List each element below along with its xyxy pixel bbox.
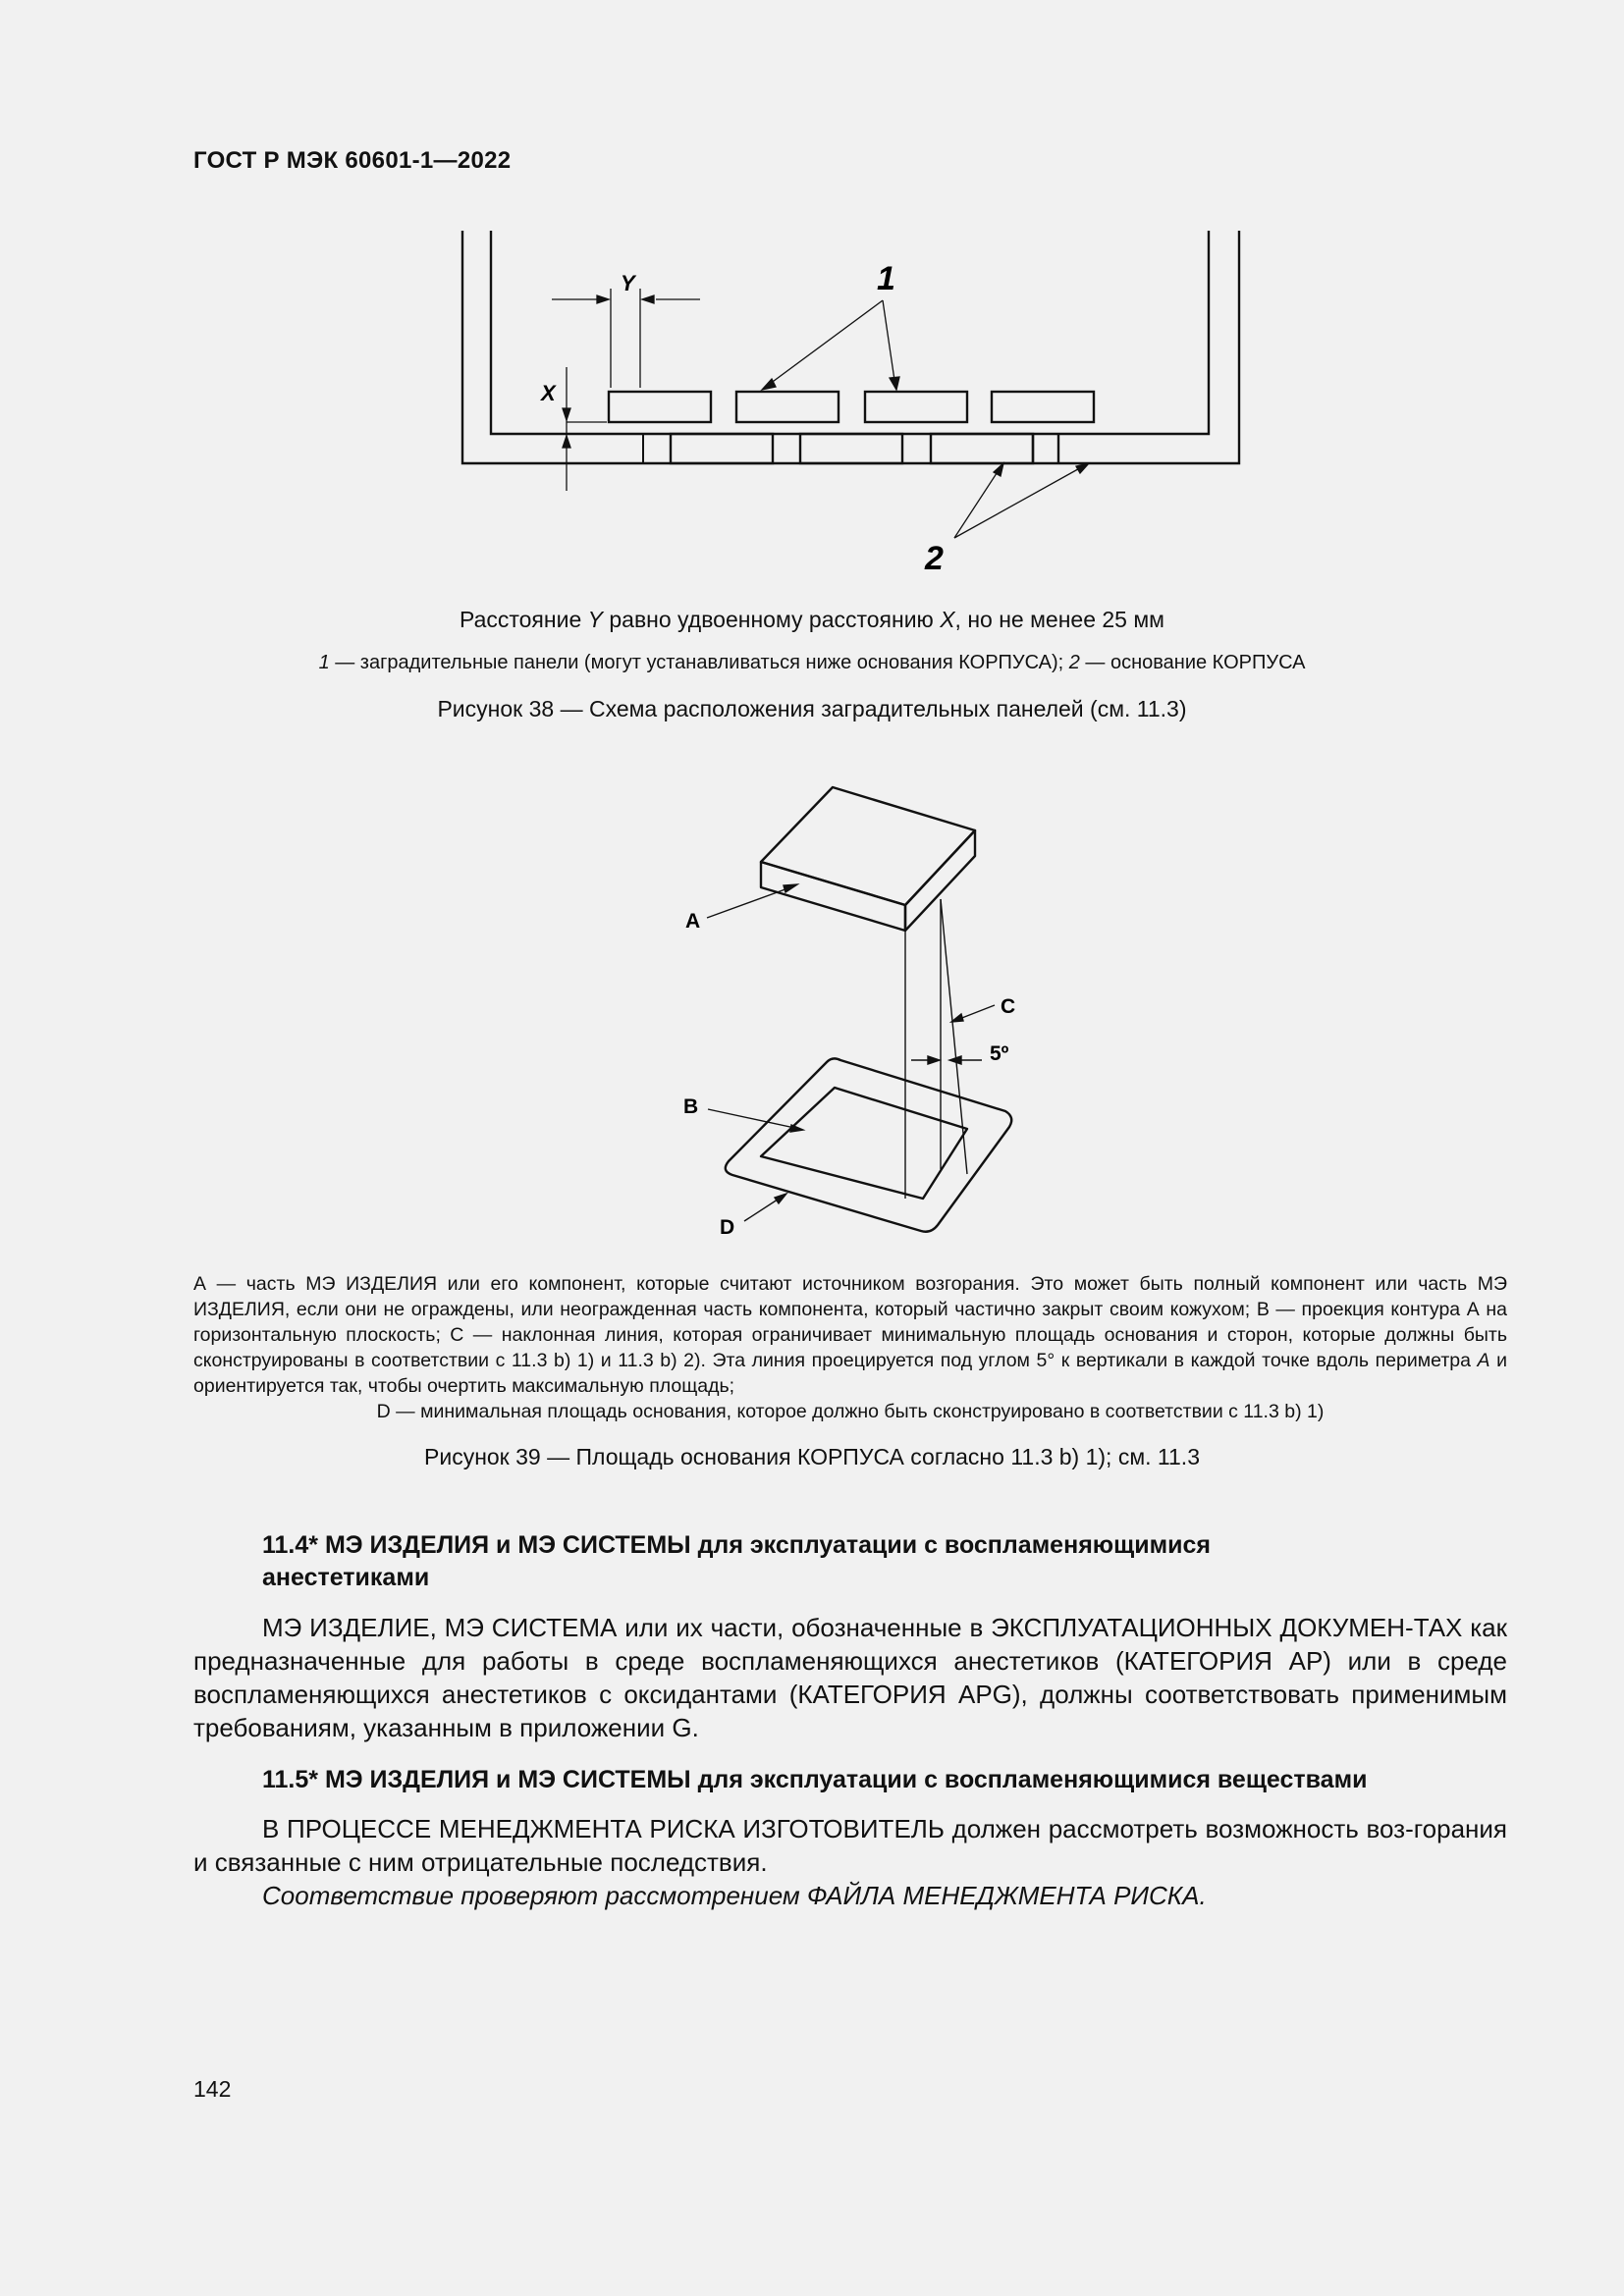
figure-39-legend: А — часть МЭ ИЗДЕЛИЯ или его компонент, которые считают источником возгорания. Это может быть полный компонент или часть МЭ ИЗДЕЛИЯ, если они не ограждены, или неогражденная часть компонента, который частично закрыт своим кожухом; В — проекция контура А на горизонтальную плоскость; С — наклонная линия, которая ограничивает минимальную площадь основания и сторон, которые должны быть сконструированы в соответствии с 11.3 b) 1) и 11.3 b) 2). Эта линия проецируется под углом 5° к вертикали в каждой точке вдоль периметра А и ориентируется так, чтобы очертить максимальную площадь; D — минимальная площадь основания, которое должно быть сконструировано в соответствии с 11.3 b) 1) (193, 1273, 1507, 1422)
label-c: C (1001, 995, 1016, 1018)
figure-38-caption: Расстояние Y равно удвоенному расстоянию X, но не менее 25 мм (460, 607, 1164, 632)
label-1: 1 (877, 260, 895, 297)
base-segment (800, 434, 902, 463)
base-segment (671, 434, 773, 463)
section-11-4-heading: 11.4* МЭ ИЗДЕЛИЯ и МЭ СИСТЕМЫ для эксплуатации с воспламеняющимися анестетиками (262, 1531, 1211, 1591)
figure-39-title: Рисунок 39 — Площадь основания КОРПУСА согласно 11.3 b) 1); см. 11.3 (424, 1444, 1200, 1469)
block-a-top (761, 787, 975, 905)
figure-38-legend: 1 — заградительные панели (могут устанавливаться ниже основания КОРПУСА); 2 — основание КОРПУСА (318, 652, 1306, 673)
section-11-4-body: МЭ ИЗДЕЛИЕ, МЭ СИСТЕМА или их части, обозначенные в ЭКСПЛУАТАЦИОННЫХ ДОКУМЕН-ТАХ как предназначенные для работы в среде воспламеняющихся анестетиков (КАТЕГОРИЯ АР) или в среде воспламеняющихся анестетиков с оксидантами (КАТЕГОРИЯ APG), должны соответствовать применимым требованиям, указанным в приложении G. (193, 1613, 1507, 1742)
barrier-panel (736, 392, 839, 422)
barrier-panel (992, 392, 1094, 422)
label-d: D (720, 1216, 735, 1239)
label-y: Y (621, 271, 635, 295)
block-a-front (761, 862, 905, 931)
page-number: 142 (193, 2076, 232, 2102)
figure-38-title: Рисунок 38 — Схема расположения заградительных панелей (см. 11.3) (437, 696, 1187, 721)
label-2: 2 (925, 540, 944, 577)
section-11-5-body: В ПРОЦЕССЕ МЕНЕДЖМЕНТА РИСКА ИЗГОТОВИТЕЛЬ должен рассмотреть возможность воз-горания и связанные с ним отрицательные последствия. (193, 1814, 1507, 1877)
barrier-panel (865, 392, 967, 422)
barrier-panel (609, 392, 711, 422)
enclosure-outer-wall (462, 231, 1239, 463)
base-segment (931, 434, 1033, 463)
block-a-side (905, 830, 975, 931)
document-header: ГОСТ Р МЭК 60601-1—2022 (193, 147, 512, 174)
section-11-5-heading: 11.5* МЭ ИЗДЕЛИЯ и МЭ СИСТЕМЫ для эксплуатации с воспламеняющимися веществами (262, 1766, 1368, 1793)
compliance-statement: Соответствие проверяют рассмотрением ФАЙЛА МЕНЕДЖМЕНТА РИСКА. (262, 1881, 1207, 1910)
label-b: B (683, 1095, 699, 1118)
label-a: A (685, 910, 701, 933)
base-d-frame (726, 1058, 1011, 1231)
enclosure-inner-wall (491, 231, 1209, 434)
label-x: X (541, 381, 556, 405)
label-angle: 5º (990, 1042, 1009, 1065)
figure-39-legend-d: D — минимальная площадь основания, которое должно быть сконструировано в соответствии с 11.3 b) 1) (376, 1401, 1325, 1422)
projection-b (761, 1088, 967, 1199)
